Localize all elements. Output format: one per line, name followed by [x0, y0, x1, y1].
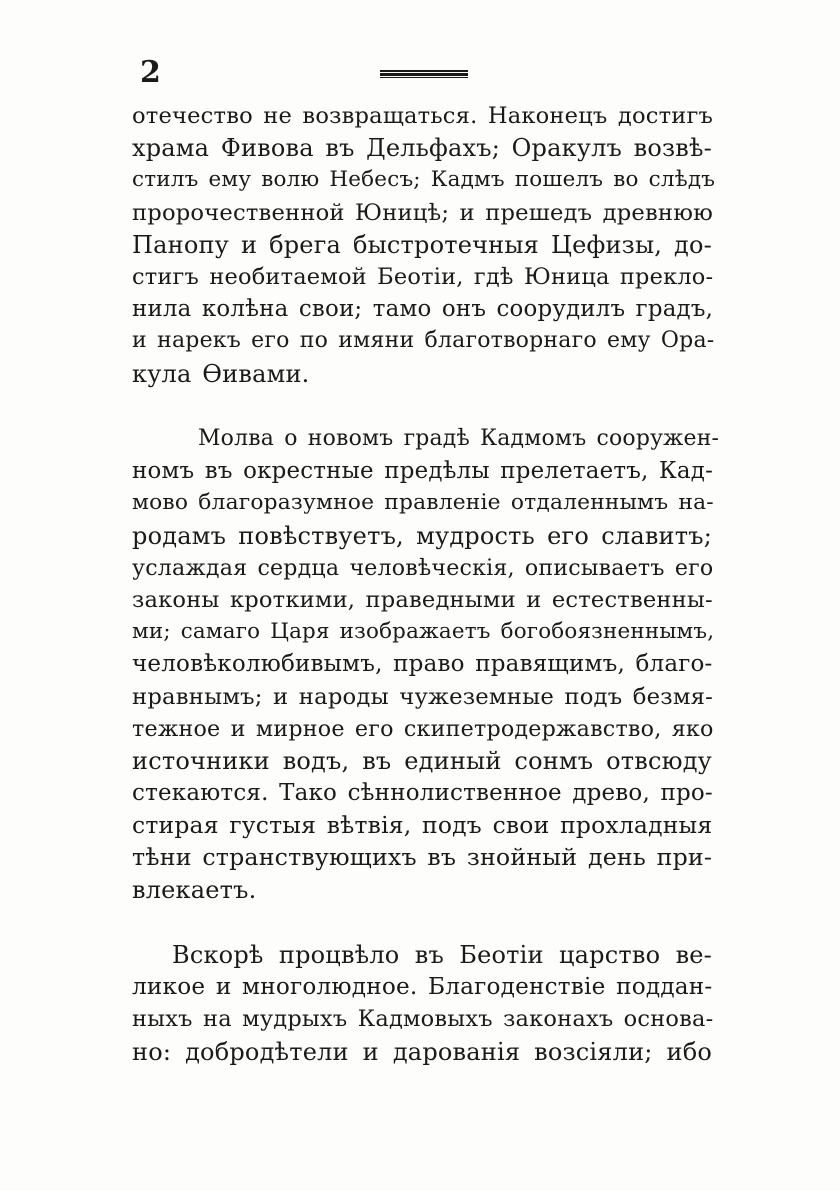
rule-line-bottom: [380, 77, 468, 78]
text-line: родамъ повѣствуетъ, мудрость его славитъ;: [132, 521, 712, 550]
text-line: номъ въ окрестные предѣлы прелетаетъ, Кад-: [132, 458, 714, 485]
text-line: ми; самаго Царя изображаетъ богобоязненнымъ,: [132, 619, 715, 645]
text-line: ныхъ на мудрыхъ Кадмовыхъ законахъ основа-: [132, 1006, 714, 1033]
text-line: Панопу и брега быстротечныя Цефизы, до-: [132, 230, 712, 259]
text-line: тежное и мирное его скипетродержавство, яко: [132, 715, 714, 742]
text-line: услаждая сердца человѣческія, описываетъ его: [132, 554, 714, 581]
text-line: стекаются. Тако сѣннолиственное древо, про-: [132, 780, 713, 807]
text-line: влекаетъ.: [132, 875, 257, 904]
text-line: законы кроткими, праведными и естественны-: [132, 586, 713, 613]
text-line: но: добродѣтели и дарованія возсіяли; ибо: [132, 1037, 712, 1066]
text-line: источники водъ, въ единый сонмъ отвсюду: [132, 746, 712, 775]
text-line: стирая густыя вѣтвія, подъ свои прохладныя: [132, 811, 713, 840]
header-ornament-rule: [380, 70, 468, 78]
text-line: нила колѣна свои; тамо онъ соорудилъ градъ,: [132, 296, 714, 323]
text-line: храма Фивова въ Дельфахъ; Оракулъ возвѣ-: [132, 134, 712, 163]
text-line: пророчественной Юницѣ; и прешедъ древнюю: [132, 199, 713, 226]
text-line: ликое и многолюдное. Благоденствіе поддан-: [132, 973, 713, 1001]
text-line: Вскорѣ процвѣло въ Беотіи царство ве-: [172, 941, 712, 969]
text-line: человѣколюбивымъ, право правящимъ, благо-: [132, 651, 713, 678]
text-line: нравнымъ; и народы чужеземные подъ безмя-: [132, 683, 714, 710]
paragraph-2: [132, 423, 720, 906]
page-number: 2: [140, 55, 161, 90]
text-line: Молва о новомъ градѣ Кадмомъ сооружен-: [198, 426, 720, 451]
text-line: мово благоразумное правленіе отдаленнымъ на-: [132, 490, 714, 516]
text-line: тѣни странствующихъ въ знойный день при-: [132, 843, 713, 872]
rule-line-top: [380, 70, 468, 72]
paragraph-1: [132, 100, 716, 390]
paragraph-3: [132, 939, 712, 1068]
text-line: стилъ ему волю Небесъ; Кадмъ пошелъ во слѣдъ: [132, 167, 716, 193]
text-line: и нарекъ его по имяни благотворнаго ему Ора-: [132, 328, 715, 354]
rule-line-middle: [380, 73, 468, 76]
text-line: отечество не возвращаться. Наконецъ достигъ: [132, 103, 714, 129]
text-line: стигъ необитаемой Беотіи, гдѣ Юница прекло-: [132, 263, 714, 290]
text-line: кула Ѳивами.: [132, 359, 310, 388]
